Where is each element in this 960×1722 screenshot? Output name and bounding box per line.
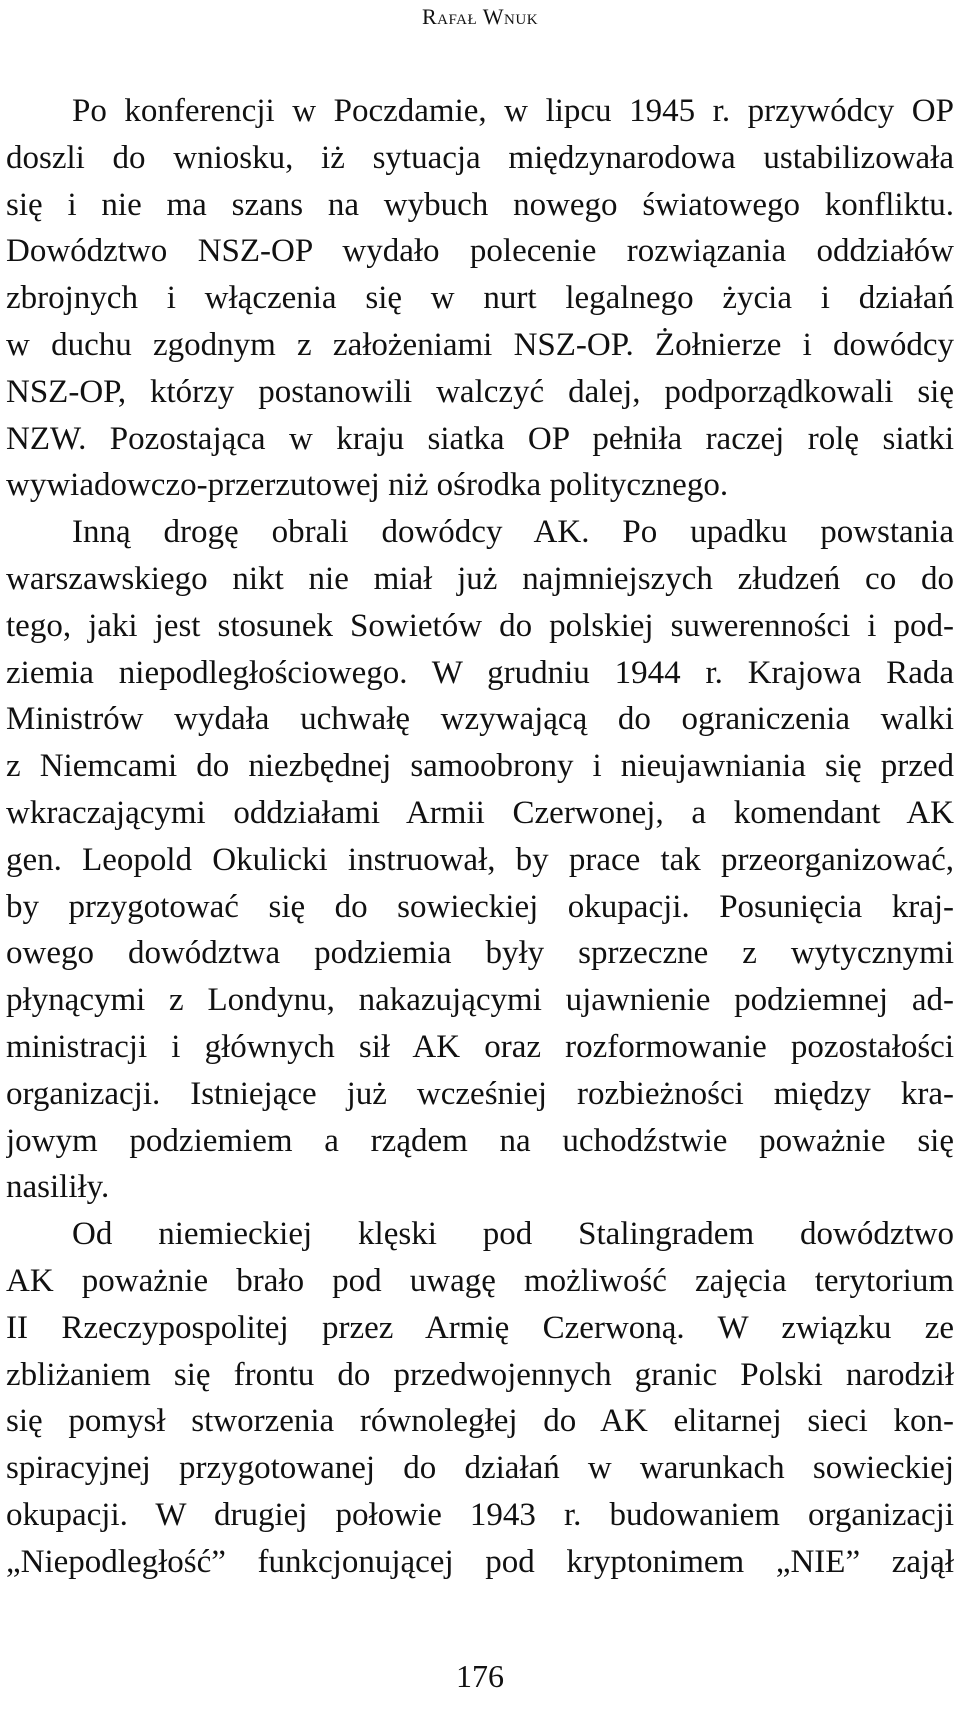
text-line: jowym podziemiem a rządem na uchodźstwie poważnie się xyxy=(6,1122,954,1159)
text-line: zbrojnych i włączenia się w nurt legalnego życia i działań xyxy=(6,280,954,317)
text-line: warszawskiego nikt nie miał już najmniejszych złudzeń co do xyxy=(6,560,954,597)
text-line: z Niemcami do niezbędnej samoobrony i nieujawniania się przed xyxy=(6,748,954,785)
text-line: organizacji. Istniejące już wcześniej rozbieżności między kra- xyxy=(6,1075,954,1112)
text-line: doszli do wniosku, iż sytuacja międzynarodowa ustabilizowała xyxy=(6,139,954,176)
text-line: nasiliły. xyxy=(6,1169,110,1206)
text-line: spiracyjnej przygotowanej do działań w warunkach sowieckiej xyxy=(6,1450,954,1487)
text-line: NZW. Pozostająca w kraju siatka OP pełniła raczej rolę siatki xyxy=(6,420,954,457)
running-head: Rafał Wnuk xyxy=(421,4,539,29)
text-line: Dowództwo NSZ-OP wydało polecenie rozwiązania oddziałów xyxy=(6,233,954,270)
text-line: Po konferencji w Poczdamie, w lipcu 1945 r. przywódcy OP xyxy=(72,93,954,129)
text-line: wkraczającymi oddziałami Armii Czerwonej, a komendant AK xyxy=(6,794,954,831)
text-line: się i nie ma szans na wybuch nowego światowego konfliktu. xyxy=(6,186,954,223)
text-line: AK poważnie brało pod uwagę możliwość zajęcia terytorium xyxy=(6,1262,954,1299)
text-line: zbliżaniem się frontu do przedwojennych granic Polski narodził xyxy=(6,1356,954,1393)
text-line: „Niepodległość” funkcjonującej pod kryptonimem „NIE” zajął xyxy=(6,1543,954,1580)
text-line: płynącymi z Londynu, nakazującymi ujawnienie podziemnej ad- xyxy=(6,982,954,1019)
text-line: II Rzeczypospolitej przez Armię Czerwoną. W związku ze xyxy=(6,1309,954,1346)
text-line: NSZ-OP, którzy postanowili walczyć dalej, podporządkowali się xyxy=(6,373,954,410)
text-line: w duchu zgodnym z założeniami NSZ-OP. Żołnierze i dowódcy xyxy=(6,326,954,363)
text-line: by przygotować się do sowieckiej okupacji. Posunięcia kraj- xyxy=(6,888,954,925)
text-line: okupacji. W drugiej połowie 1943 r. budowaniem organizacji xyxy=(6,1496,954,1533)
text-line: się pomysł stworzenia równoległej do AK elitarnej sieci kon- xyxy=(6,1403,954,1440)
text-line: ministracji i głównych sił AK oraz rozformowanie pozostałości xyxy=(6,1028,954,1065)
page-number: 176 xyxy=(456,1658,504,1694)
text-line: Od niemieckiej klęski pod Stalingradem dowództwo xyxy=(72,1216,954,1253)
text-line: wywiadowczo-przerzutowej niż ośrodka politycznego. xyxy=(6,467,729,504)
text-line: gen. Leopold Okulicki instruował, by prace tak przeorganizować, xyxy=(6,841,954,878)
text-line: ziemia niepodległościowego. W grudniu 1944 r. Krajowa Rada xyxy=(6,654,954,691)
text-line: tego, jaki jest stosunek Sowietów do polskiej suwerenności i pod- xyxy=(6,607,954,644)
text-line: Inną drogę obrali dowódcy AK. Po upadku powstania xyxy=(72,514,954,551)
body-text xyxy=(6,88,954,1586)
text-line: Ministrów wydała uchwałę wzywającą do ograniczenia walki xyxy=(6,701,954,738)
text-line: owego dowództwa podziemia były sprzeczne z wytycznymi xyxy=(6,935,954,972)
